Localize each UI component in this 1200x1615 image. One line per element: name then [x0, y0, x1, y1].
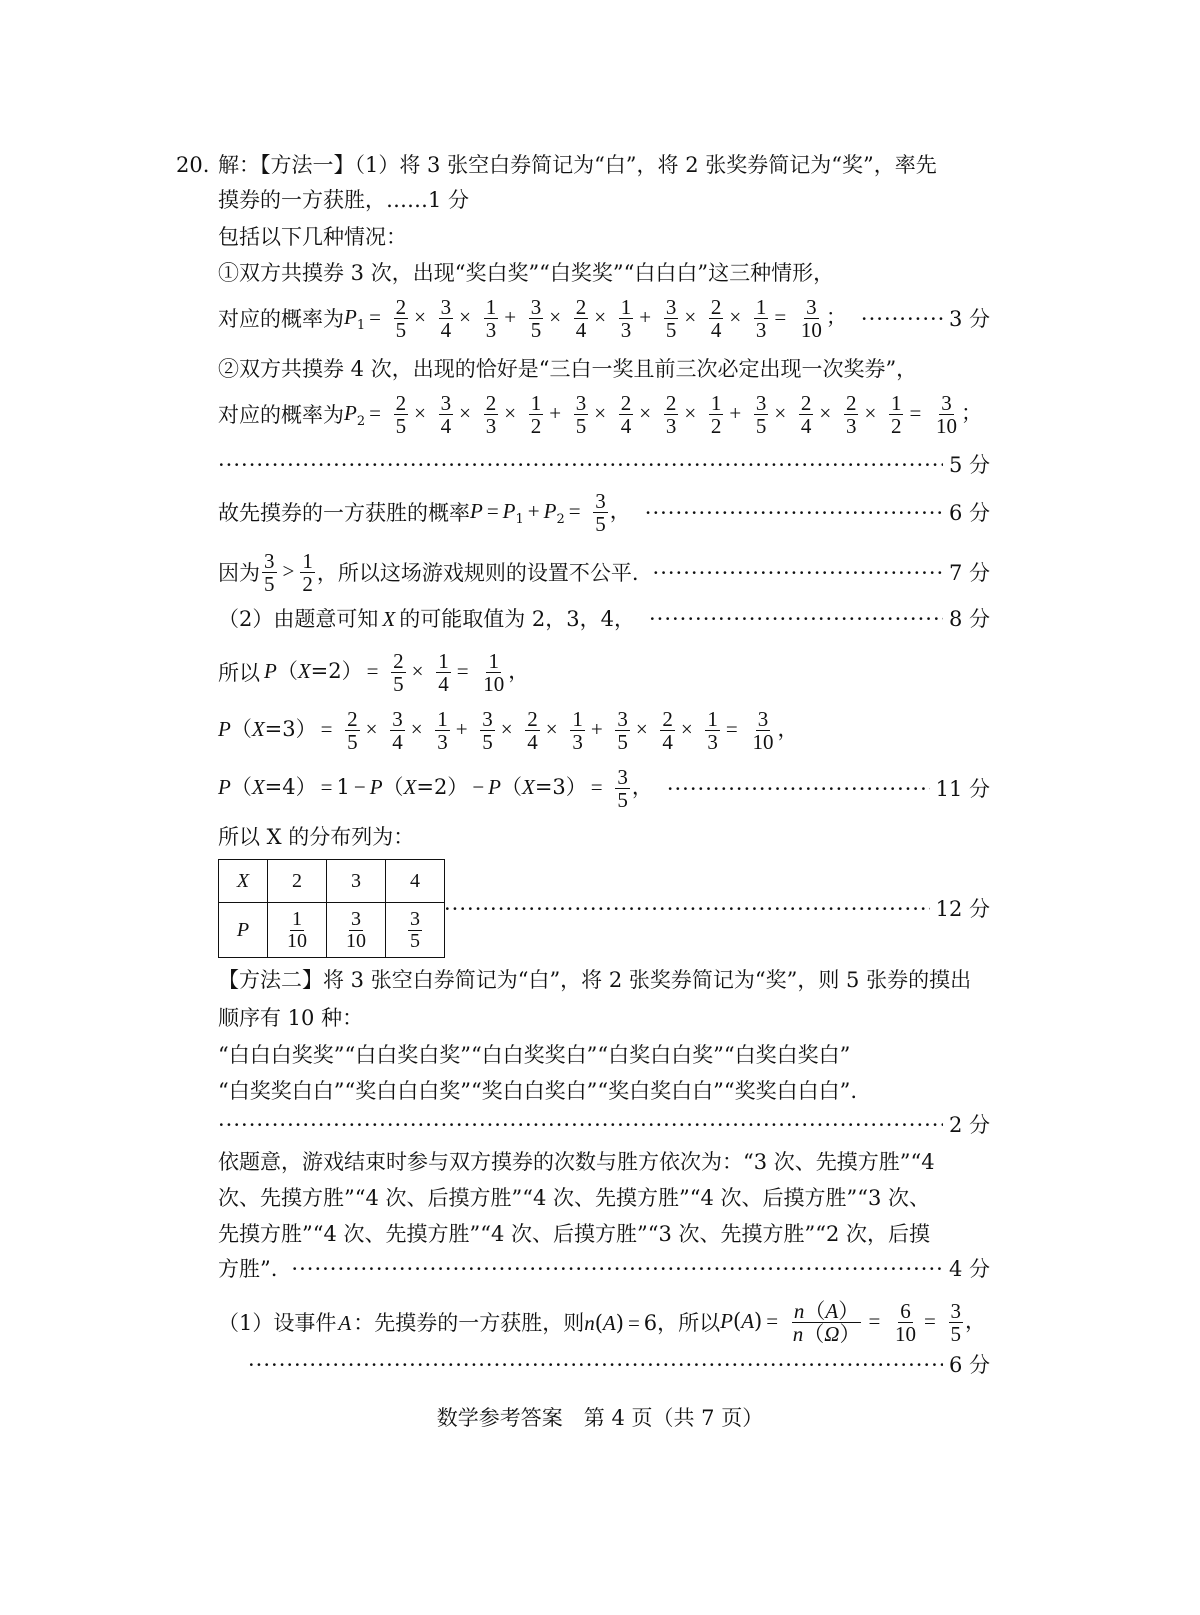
- compare-formula: $\frac{3}{5}$ > $\frac{1}{2}$: [264, 549, 313, 597]
- dist-title: 所以 X 的分布列为：: [218, 825, 415, 849]
- score-7: 7 分: [948, 560, 990, 585]
- leader-dots: [645, 498, 943, 528]
- orders-row2: “白奖奖白白”“奖白白白奖”“奖白白奖白”“奖白奖白白”“奖奖白白白”.: [218, 1079, 858, 1103]
- m2-para-line2: 次、先摸方胜”“4 次、后摸方胜”“4 次、先摸方胜”“4 次、后摸方胜”“3 次、: [218, 1186, 931, 1210]
- m2-event-line: （1）设事件 A ：先摸券的一方获胜，则 n(A) = 6 ，所以 P(A) = $\frac{n(A)}{n(\Omega)}$ = $\frac{6}{10}$ = $\frac{3}{5}$ ，: [218, 1299, 986, 1347]
- because-text: 因为: [218, 560, 260, 585]
- m2-event-text-cont2: ，所以: [657, 1310, 721, 1335]
- leader-dots: [248, 1350, 943, 1380]
- total-prob-line: [218, 490, 990, 535]
- px3-line: [218, 708, 798, 753]
- method1-intro: 解：【方法一】（1）将 3 张空白券简记为“白”，将 2 张奖券简记为“奖”，率先: [218, 153, 937, 177]
- p1-formula: $P_1$ = $\frac{2}{5}$ × $\frac{3}{4}$ × $\frac{1}{3}$ + $\frac{3}{5}$ × $\frac{2}{4}$ × $\frac{1}{3}$ + $\frac{3}{5}$ × $\frac{2}{4}$ × $\frac{1}{3}$ = $\frac{3}{10}$ ；: [344, 295, 847, 343]
- score-12: 12 分: [935, 897, 990, 921]
- px2-line: [218, 650, 529, 695]
- p-a-formula: P(A) = $\frac{n(A)}{n(\Omega)}$ = $\frac{6}{10}$ = $\frac{3}{5}$ ，: [720, 1299, 986, 1347]
- method2-intro-cont: 顺序有 10 种：: [218, 1006, 364, 1030]
- table-cell: $\frac{3}{10}$: [327, 903, 386, 958]
- prob-label: 对应的概率为: [218, 402, 344, 427]
- unfair-line: [218, 550, 990, 595]
- leader-dots: [218, 1110, 943, 1140]
- table-header-cell: X: [219, 860, 268, 903]
- m2-score2-line: [218, 1110, 990, 1140]
- p1-line: [218, 296, 990, 341]
- distribution-table: [218, 859, 445, 958]
- prob-label: 对应的概率为: [218, 306, 344, 331]
- m2-para-line4: [218, 1254, 990, 1284]
- m2-score6-line: [248, 1350, 990, 1380]
- so-text: 所以: [218, 660, 260, 685]
- px3-formula: P（X=3） = $\frac{2}{5}$ × $\frac{3}{4}$ × $\frac{1}{3}$ + $\frac{3}{5}$ × $\frac{2}{4}$ × $\frac{1}{3}$ + $\frac{3}{5}$ × $\frac{2}{4}$ × $\frac{1}{3}$ = $\frac{3}{10}$ ，: [218, 707, 799, 755]
- m2-score-4: 4 分: [948, 1257, 990, 1281]
- leader-dots: [649, 604, 943, 634]
- m2-event-text-cont: ：先摸券的一方获胜，则: [353, 1310, 585, 1335]
- m2-para-line1: 依题意，游戏结束时参与双方摸券的次数与胜方依次为：“3 次、先摸方胜”“4: [218, 1150, 935, 1174]
- px4-line: [218, 766, 990, 811]
- table-row: [219, 860, 445, 903]
- px2-formula: P（X=2） = $\frac{2}{5}$ × $\frac{1}{4}$ = $\frac{1}{10}$ ，: [264, 649, 530, 697]
- table-header-cell: 2: [268, 860, 327, 903]
- p2-line: [218, 392, 982, 437]
- table-cell: $\frac{3}{5}$: [386, 903, 445, 958]
- table-header-cell: 3: [327, 860, 386, 903]
- total-prob-text: 故先摸券的一方获胜的概率: [218, 500, 470, 525]
- score-8: 8 分: [948, 607, 990, 631]
- leader-dots: [218, 450, 943, 480]
- px4-formula: P（X=4） = 1 − P（X=2） − P（X=3） = $\frac{3}{5}$ ，: [218, 765, 653, 813]
- case2-text: ②双方共摸券 4 次，出现的恰好是“三白一奖且前三次必定出现一次奖券”，: [218, 357, 918, 381]
- score-11: 11 分: [935, 776, 990, 801]
- method2-intro: 【方法二】将 3 张空白券简记为“白”，将 2 张奖券简记为“奖”，则 5 张券的摸出: [218, 968, 972, 992]
- leader-dots: [444, 894, 930, 924]
- part2-text-cont: 的可能取值为 2，3，4，: [399, 607, 635, 631]
- table-row: [219, 903, 445, 958]
- score5-line: [218, 450, 990, 480]
- table-p-label: P: [219, 903, 268, 958]
- m2-para-line3: 先摸方胜”“4 次、先摸方胜”“4 次、后摸方胜”“3 次、先摸方胜”“2 次，后摸: [218, 1222, 931, 1246]
- m2-para-end: 方胜”.: [218, 1257, 278, 1281]
- m2-score-6: 6 分: [948, 1353, 990, 1377]
- part2-line: （2）由题意可知 X 的可能取值为 2，3，4， ····· 8 分: [218, 604, 990, 634]
- score-5: 5 分: [948, 453, 990, 477]
- n-a-formula: n(A) = 6: [584, 1310, 658, 1335]
- case1-text: ①双方共摸券 3 次，出现“奖白奖”“白奖奖”“白白白”这三种情形，: [218, 261, 835, 285]
- m2-event-text: （1）设事件: [218, 1310, 337, 1335]
- leader-dots: [667, 774, 930, 804]
- leader-dots: [291, 1254, 943, 1284]
- score-6: 6 分: [948, 500, 990, 525]
- part2-text: （2）由题意可知: [218, 607, 379, 631]
- leader-dots: [861, 304, 943, 334]
- method1-intro-cont: 摸券的一方获胜，……1 分: [218, 188, 470, 212]
- score-3: 3 分: [948, 306, 990, 331]
- table-cell: $\frac{1}{10}$: [268, 903, 327, 958]
- score12-line: [430, 894, 990, 924]
- unfair-text: ，所以这场游戏规则的设置不公平.: [316, 560, 639, 585]
- page-footer: 数学参考答案 第 4 页（共 7 页）: [436, 1406, 764, 1430]
- cases-title: 包括以下几种情况：: [218, 225, 407, 249]
- total-prob-formula: $P = P_1 + P_2$ = $\frac{3}{5}$ ，: [470, 489, 631, 537]
- table-header-cell: 4: [386, 860, 445, 903]
- orders-row1: “白白白奖奖”“白白奖白奖”“白白奖奖白”“白奖白白奖”“白奖白奖白”: [218, 1043, 851, 1067]
- leader-dots: [653, 558, 943, 588]
- problem-number: 20.: [176, 153, 210, 177]
- p2-formula: $P_2$ = $\frac{2}{5}$ × $\frac{3}{4}$ × $\frac{2}{3}$ × $\frac{1}{2}$ + $\frac{3}{5}$ × $\frac{2}{4}$ × $\frac{2}{3}$ × $\frac{1}{2}$ + $\frac{3}{5}$ × $\frac{2}{4}$ × $\frac{2}{3}$ × $\frac{1}{2}$ = $\frac{3}{10}$ ；: [344, 391, 983, 439]
- m2-score-2: 2 分: [948, 1113, 990, 1137]
